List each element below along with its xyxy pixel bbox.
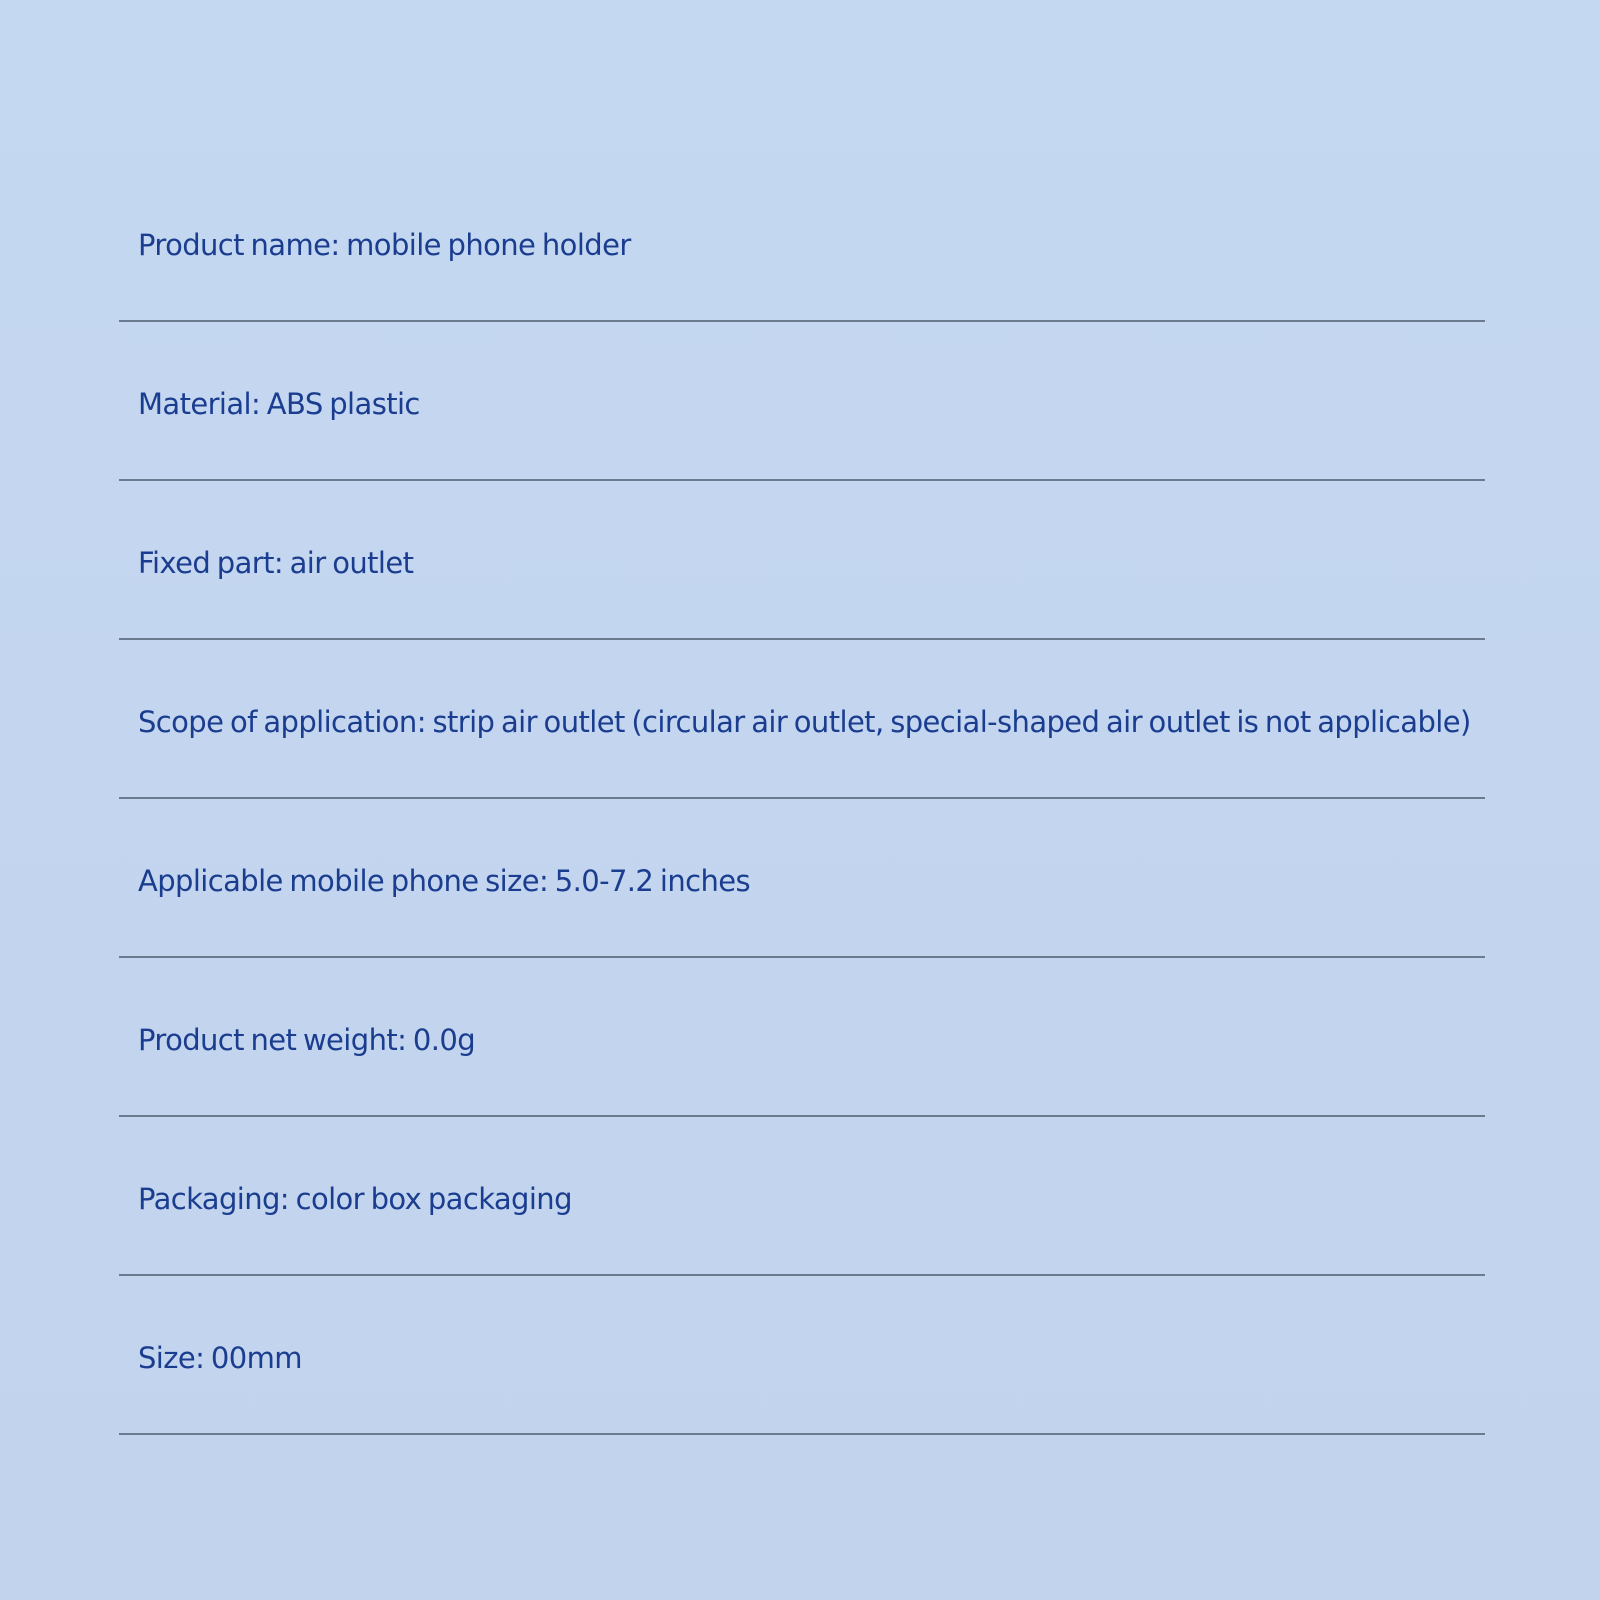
divider xyxy=(119,638,1485,640)
spec-product-name: Product name: mobile phone holder xyxy=(138,228,631,262)
spec-row-size xyxy=(0,1320,1600,1479)
divider xyxy=(119,479,1485,481)
divider xyxy=(119,956,1485,958)
divider xyxy=(119,320,1485,322)
spec-row-scope xyxy=(0,684,1600,843)
spec-row-material xyxy=(0,366,1600,525)
spec-phone-size: Applicable mobile phone size: 5.0-7.2 inches xyxy=(138,864,751,898)
spec-net-weight: Product net weight: 0.0g xyxy=(138,1023,476,1057)
spec-material: Material: ABS plastic xyxy=(138,387,420,421)
spec-scope-of-application: Scope of application: strip air outlet (circular air outlet, special-shaped air outlet is not applicable) xyxy=(138,705,1471,739)
spec-fixed-part: Fixed part: air outlet xyxy=(138,546,414,580)
divider xyxy=(119,797,1485,799)
divider xyxy=(119,1433,1485,1435)
spec-packaging: Packaging: color box packaging xyxy=(138,1182,572,1216)
divider xyxy=(119,1274,1485,1276)
spec-row-phone-size xyxy=(0,843,1600,1002)
spec-size: Size: 00mm xyxy=(138,1341,302,1375)
spec-row-packaging xyxy=(0,1161,1600,1320)
spec-row-product-name xyxy=(0,207,1600,366)
divider xyxy=(119,1115,1485,1117)
spec-row-net-weight xyxy=(0,1002,1600,1161)
spec-row-fixed-part xyxy=(0,525,1600,684)
